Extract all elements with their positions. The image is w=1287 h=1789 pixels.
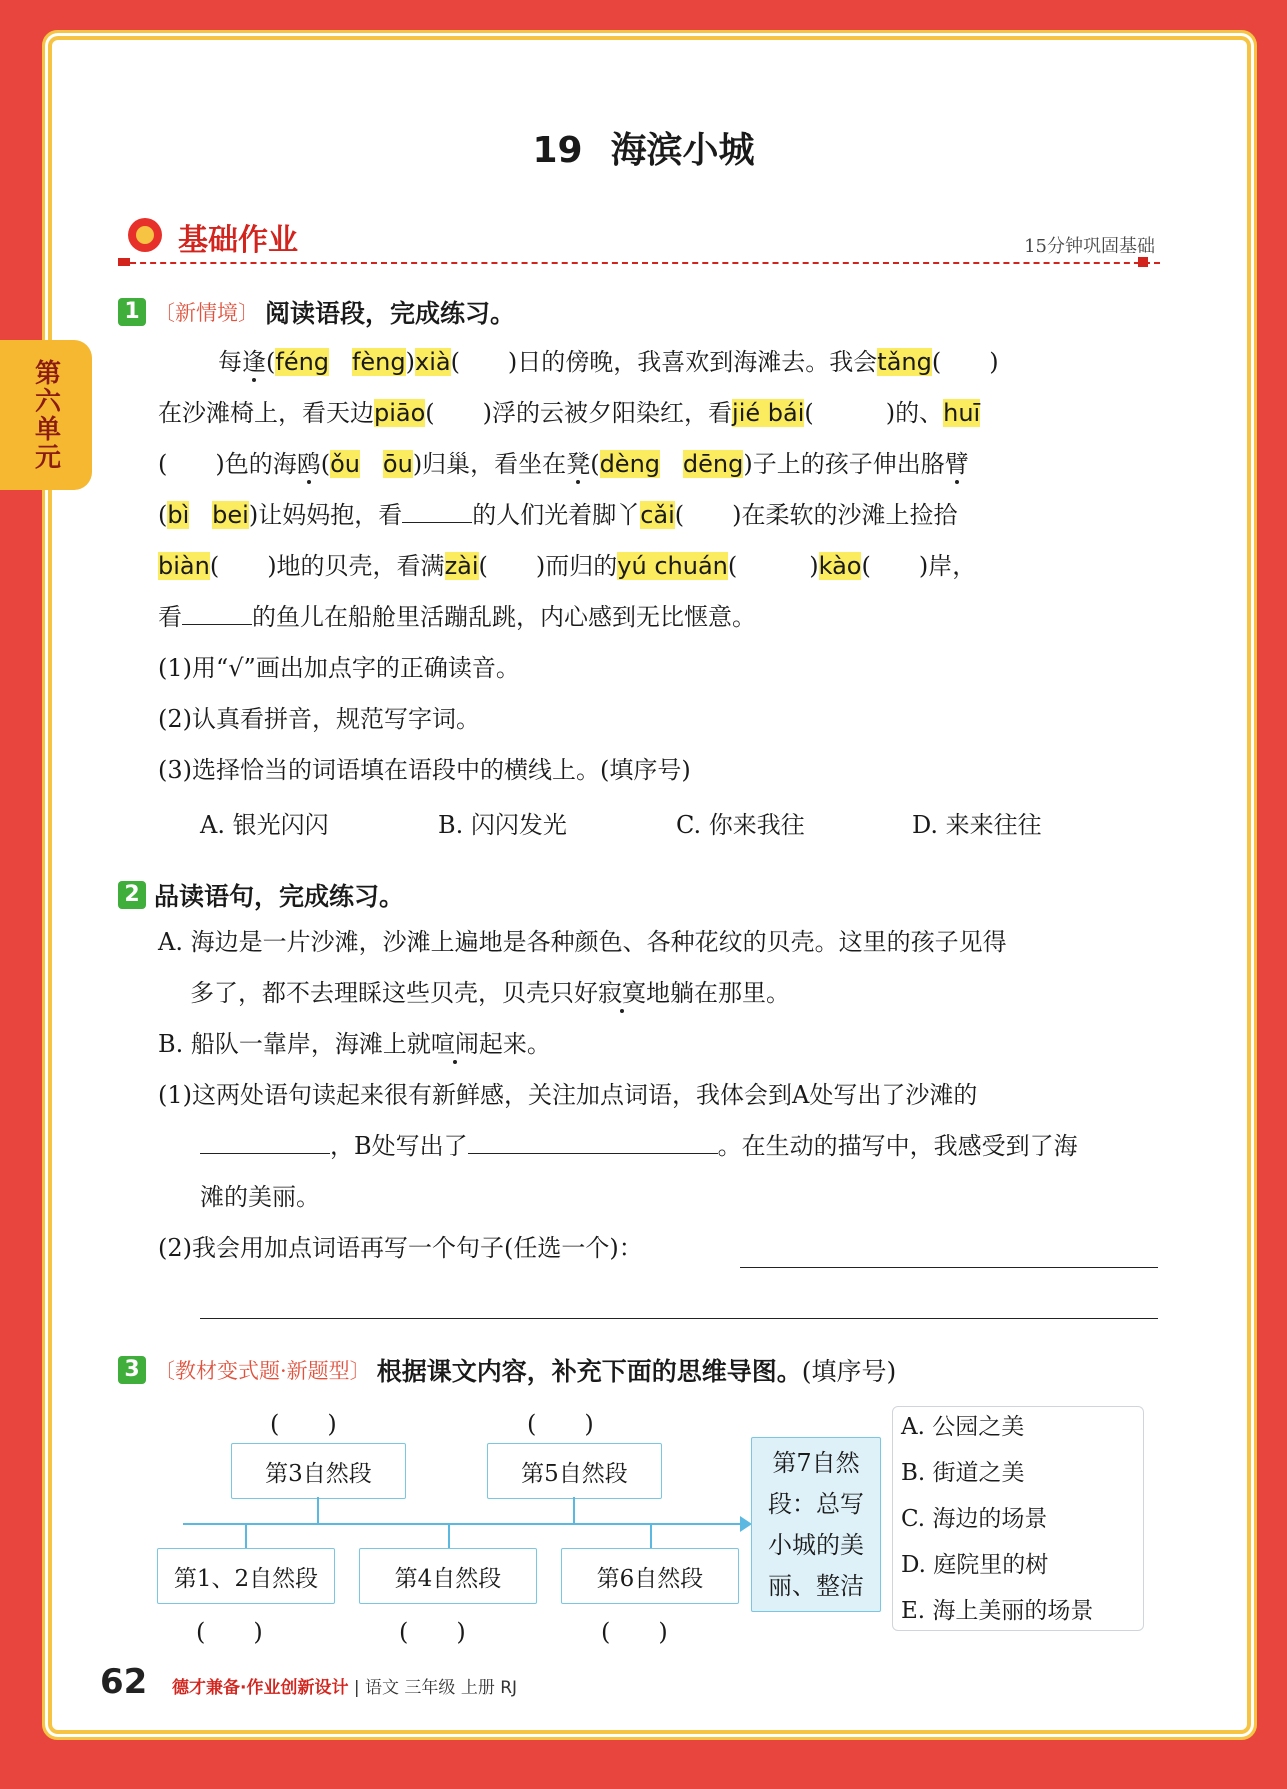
section-header — [118, 212, 298, 262]
lesson-title: 海滨小城 — [610, 130, 755, 171]
mindmap-axis — [183, 1523, 743, 1525]
text: ，B处写出了 — [330, 1132, 468, 1160]
dotted-word: 喧闹 — [430, 1030, 479, 1058]
q1-line-3 — [158, 439, 969, 490]
pinyin-option[interactable]: bei — [212, 501, 249, 529]
section-title: 基础作业 — [178, 223, 298, 258]
q1-option-b: B. 闪闪发光 — [438, 811, 567, 839]
text: ( )而归的 — [478, 552, 618, 580]
text: B. 船队一靠岸，海滩上就 — [158, 1030, 431, 1058]
q2-heading: 品读语句，完成练习。 — [154, 882, 405, 911]
footer-book-info: 语文 三年级 上册 RJ — [365, 1678, 518, 1698]
answer-paren[interactable]: ( ) — [399, 1618, 466, 1646]
q1-option-a: A. 银光闪闪 — [200, 811, 329, 839]
q1-sub-3: (3)选择恰当的词语填在语段中的横线上。(填序号) — [158, 756, 691, 784]
answer-paren[interactable]: ( ) — [270, 1410, 337, 1438]
option-item: C. 海边的场景 — [901, 1505, 1048, 1532]
summary-line: 第7自然 — [772, 1448, 860, 1477]
fill-blank[interactable] — [402, 522, 472, 523]
option-item: A. 公园之美 — [901, 1413, 1025, 1440]
text: ( )岸， — [861, 552, 977, 580]
answer-paren[interactable]: ( ) — [601, 1618, 668, 1646]
text: 多了，都不去理睬这些贝壳，贝壳只好 — [190, 979, 598, 1007]
dotted-word: 寂寞 — [598, 979, 646, 1007]
pinyin-option[interactable]: ōu — [382, 450, 413, 478]
answer-line[interactable] — [740, 1267, 1158, 1268]
q3-options-box — [892, 1406, 1144, 1631]
answer-paren[interactable]: ( ) — [527, 1410, 594, 1438]
q2-number: 2 — [118, 881, 146, 909]
mindmap-node: 第1、2自然段 — [157, 1548, 335, 1604]
footer-separator: | — [353, 1678, 360, 1698]
q2-sub-2: (2)我会用加点词语再写一个句子(任选一个)： — [158, 1234, 643, 1262]
text: ( )色的海 — [158, 450, 297, 478]
lesson-number: 19 — [532, 130, 583, 171]
q1-heading: 阅读语段，完成练习。 — [265, 299, 516, 328]
pinyin: yú chuán — [617, 552, 728, 580]
q2-sub-1-line2 — [200, 1121, 1078, 1172]
connector — [650, 1524, 652, 1548]
text: ( )地的贝壳，看满 — [209, 552, 445, 580]
option-item: D. 庭院里的树 — [901, 1551, 1049, 1578]
dotted-char: 臂 — [944, 450, 969, 478]
section-note: 15分钟巩固基础 — [1024, 236, 1155, 257]
q1-tag: 〔新情境〕 — [154, 301, 259, 325]
answer-blank[interactable]: ( ) — [931, 348, 999, 376]
text: 。在生动的描写中，我感受到了海 — [717, 1132, 1078, 1160]
text: ( )日的傍晚，我喜欢到海滩去。我会 — [450, 348, 878, 376]
q3-number: 3 — [118, 1356, 146, 1384]
q1-line-4 — [158, 490, 958, 541]
summary-line: 小城的美 — [768, 1530, 864, 1559]
fill-blank[interactable] — [200, 1153, 330, 1154]
q1-option-d: D. 来来往往 — [912, 811, 1042, 839]
dotted-char: 逢 — [242, 348, 266, 376]
q2-sentence-a-2 — [190, 968, 790, 1019]
pinyin: tǎng — [877, 348, 932, 376]
text: 的人们光着脚丫 — [472, 501, 641, 529]
footer-brand: 德才兼备·作业创新设计 — [172, 1678, 349, 1698]
bulb-icon — [118, 212, 168, 262]
text: ( — [590, 450, 600, 478]
text: ( — [266, 348, 276, 376]
q1-line-2 — [158, 388, 980, 439]
dotted-char: 鸥 — [296, 450, 321, 478]
q2-header — [118, 877, 404, 913]
mindmap-node: 第3自然段 — [231, 1443, 406, 1499]
q2-sentence-a-1: A. 海边是一片沙滩，沙滩上遍地是各种颜色、各种花纹的贝壳。这里的孩子见得 — [158, 928, 1007, 956]
q1-sub-2: (2)认真看拼音，规范写字词。 — [158, 705, 480, 733]
text: 在沙滩椅上，看天边 — [158, 399, 374, 427]
dotted-char: 凳 — [566, 450, 591, 478]
text: ) — [405, 348, 415, 376]
connector — [573, 1497, 575, 1524]
pinyin: zài — [444, 552, 479, 580]
connector — [245, 1524, 247, 1548]
pinyin-option[interactable]: bì — [167, 501, 190, 529]
pinyin-option[interactable]: féng — [275, 348, 330, 376]
text: ( )的、 — [804, 399, 944, 427]
summary-line: 丽、整洁 — [768, 1571, 864, 1600]
page-number: 62 — [100, 1662, 148, 1702]
q3-tag: 〔教材变式题·新题型〕 — [154, 1359, 371, 1383]
page-title — [0, 122, 1287, 173]
q1-option-c: C. 你来我往 — [676, 811, 805, 839]
unit-tab — [0, 340, 92, 490]
mindmap-node: 第5自然段 — [487, 1443, 662, 1499]
text: )归巢，看坐在 — [412, 450, 567, 478]
q3-header — [118, 1352, 896, 1388]
option-item: B. 街道之美 — [901, 1459, 1025, 1486]
pinyin: biàn — [158, 552, 210, 580]
q3-heading: 根据课文内容，补充下面的思维导图。 — [376, 1357, 802, 1386]
mindmap-summary — [751, 1437, 881, 1612]
q1-line-6 — [158, 592, 756, 643]
pinyin-option[interactable]: dēng — [682, 450, 744, 478]
answer-blank[interactable]: ( ) — [727, 552, 819, 580]
text: ( — [320, 450, 331, 478]
text: ( — [158, 501, 168, 529]
text: 每 — [218, 348, 242, 376]
q1-line-1 — [218, 337, 999, 388]
divider-end — [1138, 257, 1148, 267]
pinyin: kào — [818, 552, 862, 580]
text: ( )浮的云被夕阳染红，看 — [425, 399, 733, 427]
mindmap-node: 第4自然段 — [359, 1548, 537, 1604]
footer-info — [172, 1673, 517, 1698]
pinyin: huī — [943, 399, 981, 427]
pinyin-option[interactable]: fèng — [351, 348, 406, 376]
text: 看 — [158, 603, 182, 631]
summary-line: 段：总写 — [768, 1489, 864, 1518]
q2-sub-1-line3: 滩的美丽。 — [200, 1183, 320, 1211]
q1-number: 1 — [118, 298, 146, 326]
q3-heading-suffix: (填序号) — [801, 1357, 897, 1386]
pinyin: piāo — [374, 399, 426, 427]
connector — [448, 1524, 450, 1548]
pinyin: cǎi — [640, 501, 675, 529]
pinyin: xià — [414, 348, 451, 376]
option-item: E. 海上美丽的场景 — [901, 1597, 1094, 1624]
q1-line-5 — [158, 541, 976, 592]
text: )让妈妈抱，看 — [248, 501, 403, 529]
text: ( )在柔软的沙滩上捡拾 — [674, 501, 958, 529]
pinyin-option[interactable]: dèng — [599, 450, 661, 478]
q1-header — [118, 294, 515, 330]
unit-tab-label: 第六单元 — [30, 359, 61, 471]
connector — [317, 1497, 319, 1524]
mindmap-node: 第6自然段 — [561, 1548, 739, 1604]
text: 起来。 — [478, 1030, 551, 1058]
section-divider — [120, 262, 1160, 264]
answer-line[interactable] — [200, 1318, 1158, 1319]
q2-sentence-b — [158, 1019, 551, 1070]
q1-sub-1: (1)用“√”画出加点字的正确读音。 — [158, 654, 520, 682]
pinyin-option[interactable]: ǒu — [330, 450, 361, 478]
answer-paren[interactable]: ( ) — [196, 1618, 263, 1646]
text: )子上的孩子伸出胳 — [743, 450, 945, 478]
text: 的鱼儿在船舱里活蹦乱跳，内心感到无比惬意。 — [252, 603, 756, 631]
text: 地躺在那里。 — [646, 979, 790, 1007]
fill-blank[interactable] — [182, 624, 252, 625]
q2-sub-1-line1: (1)这两处语句读起来很有新鲜感，关注加点词语，我体会到A处写出了沙滩的 — [158, 1081, 978, 1109]
pinyin: jié bái — [732, 399, 805, 427]
fill-blank[interactable] — [468, 1153, 718, 1154]
